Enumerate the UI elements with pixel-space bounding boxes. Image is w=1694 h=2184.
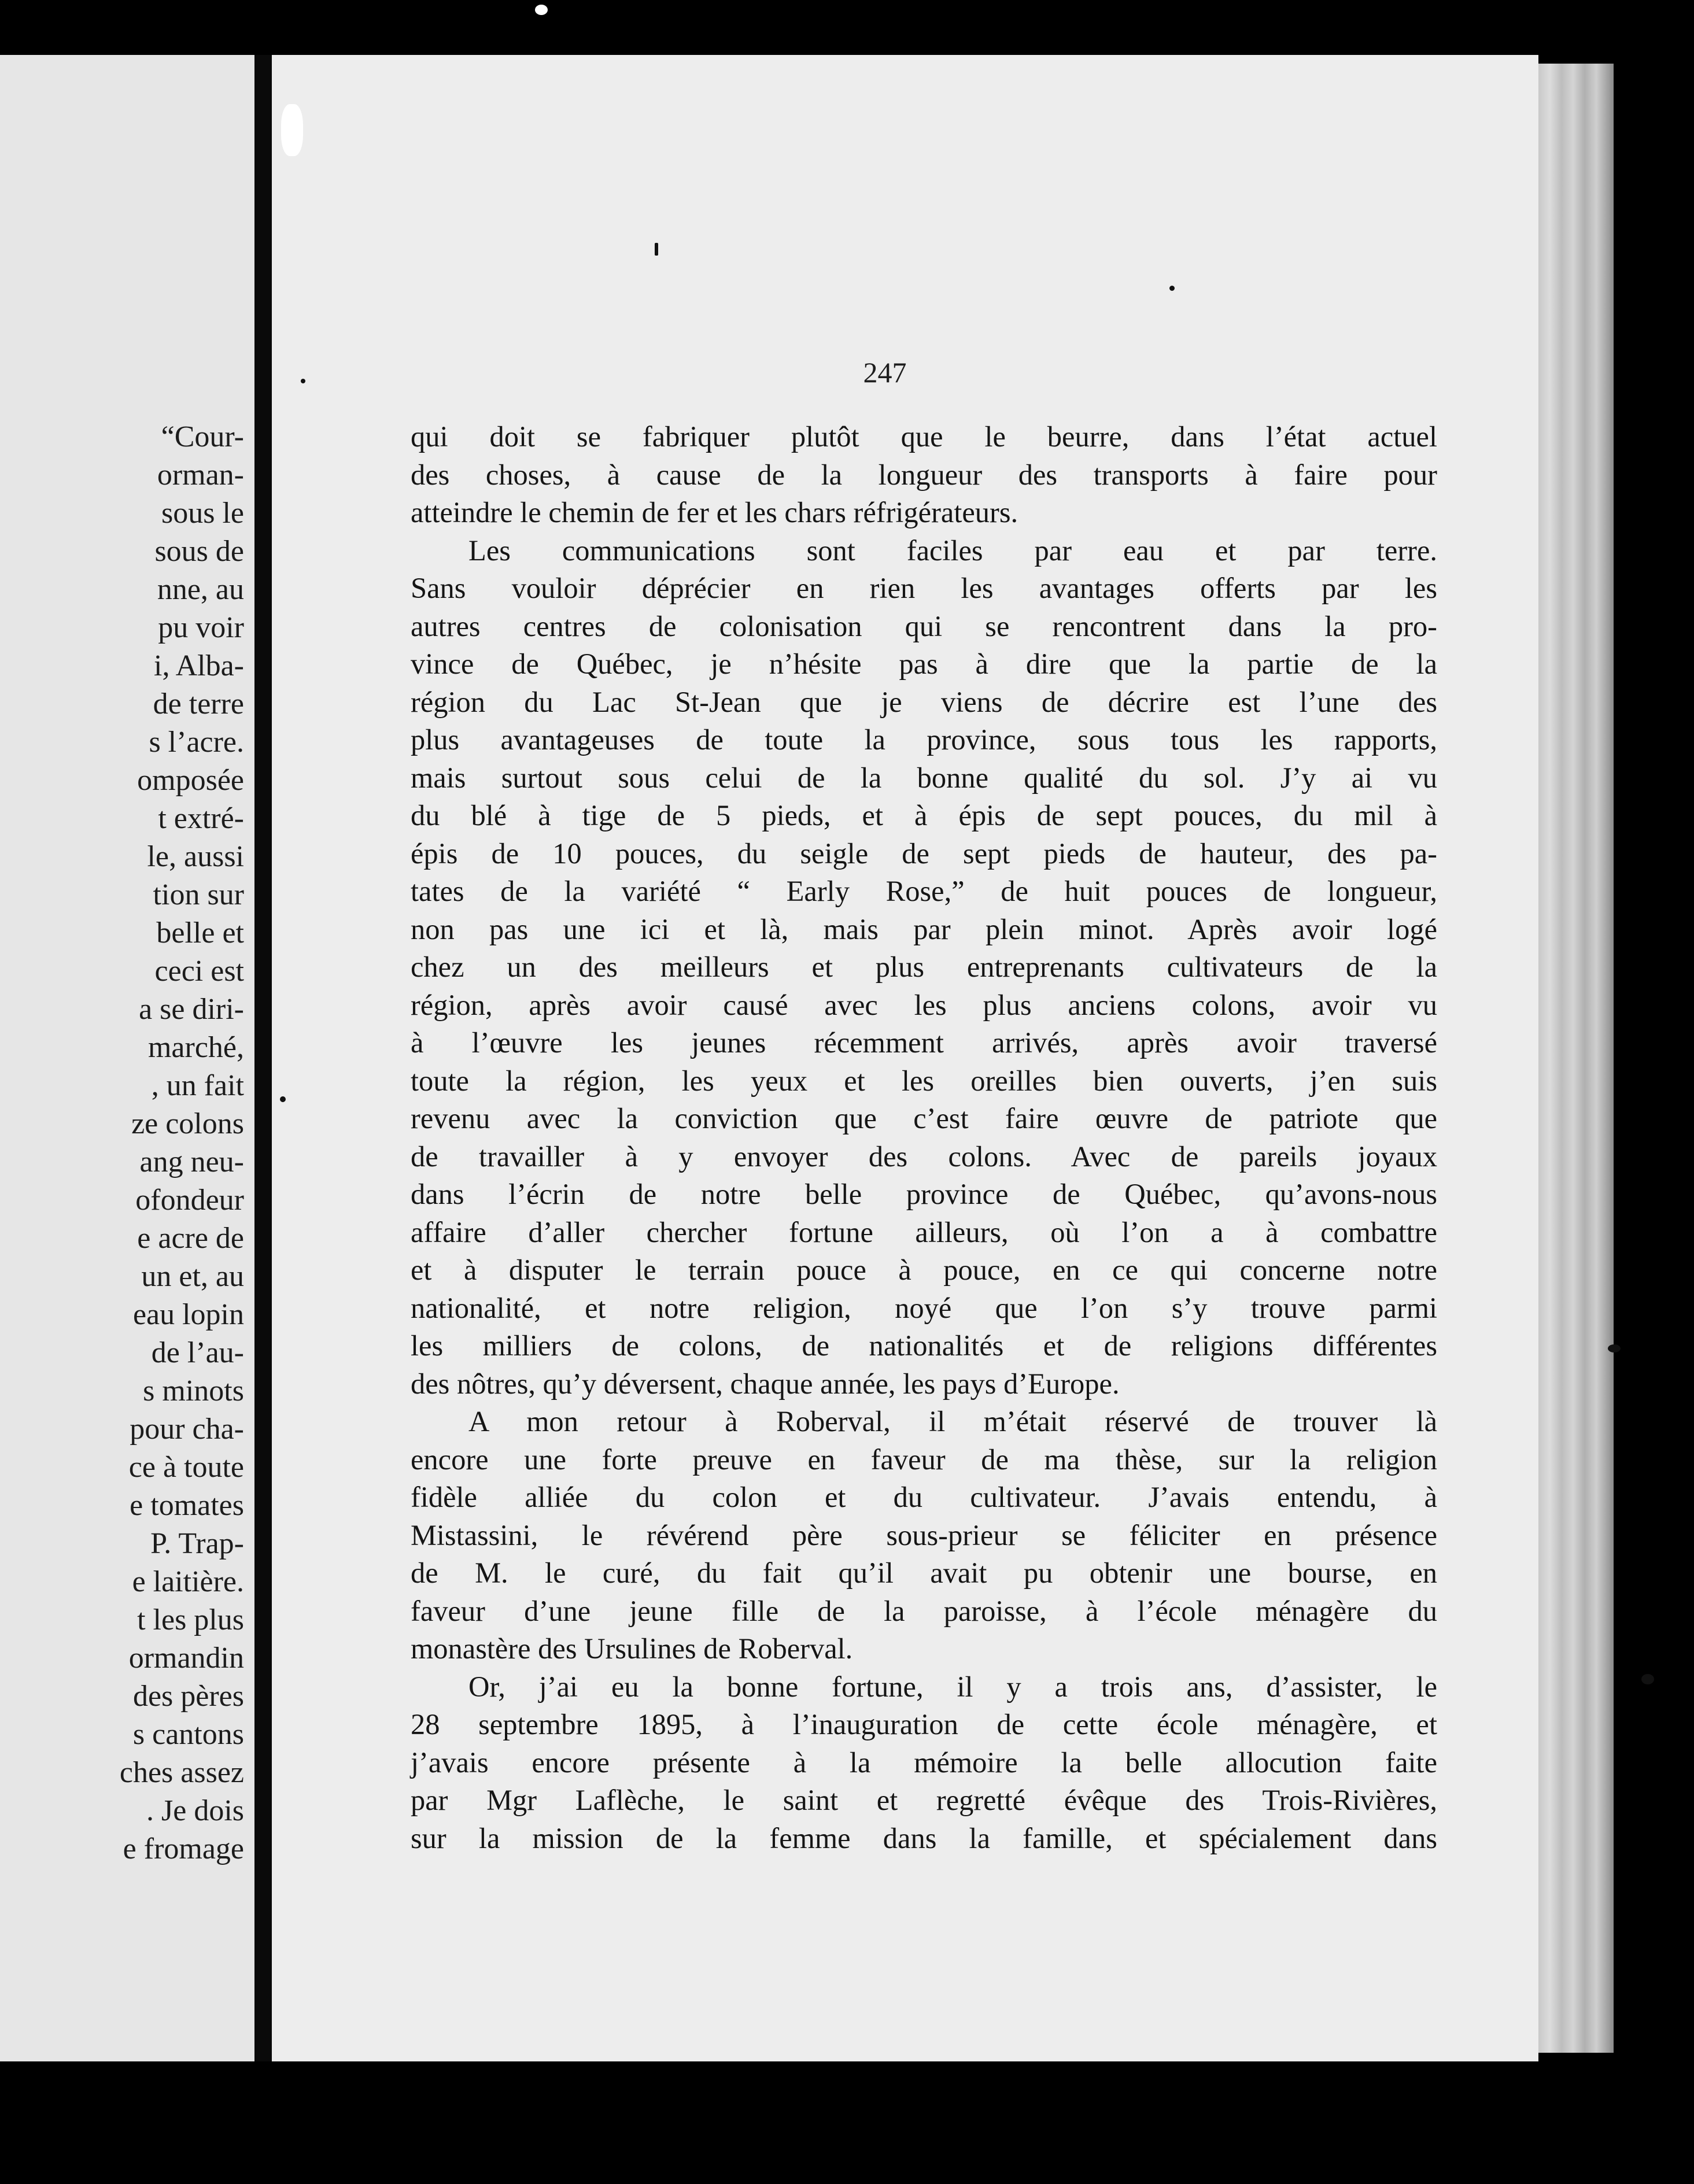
scan-speck	[1641, 1674, 1654, 1684]
facing-page-line: s l’acre.	[149, 726, 244, 759]
text-line: vince de Québec, je n’hésite pas à dire que la partie de la	[411, 648, 1437, 680]
facing-page-line: ce à toute	[128, 1451, 244, 1484]
facing-page-line: le, aussi	[147, 840, 244, 873]
text-line: Sans vouloir déprécier en rien les avantages offerts par les	[411, 572, 1437, 604]
page-edges	[1538, 64, 1614, 2053]
text-line: fidèle alliée du colon et du cultivateur. J’avais entendu, à	[411, 1481, 1437, 1513]
facing-page-line: ofondeur	[135, 1184, 244, 1217]
text-line: et à disputer le terrain pouce à pouce, en ce qui concerne notre	[411, 1254, 1437, 1286]
text-line: monastère des Ursulines de Roberval.	[411, 1632, 853, 1665]
book-gutter	[254, 55, 272, 2061]
text-line: Les communications sont faciles par eau et par terre.	[468, 534, 1437, 567]
text-line: A mon retour à Roberval, il m’était réservé de trouver là	[468, 1405, 1437, 1437]
scan-speck	[301, 379, 305, 383]
facing-page-line: de l’au-	[151, 1336, 244, 1369]
text-line: des nôtres, qu’y déversent, chaque année, les pays d’Europe.	[411, 1367, 1120, 1400]
facing-page-line: , un fait	[151, 1069, 244, 1102]
facing-page-line: des pères	[132, 1680, 244, 1713]
text-line: sur la mission de la femme dans la famille, et spécialement dans	[411, 1821, 1437, 1854]
text-line: dans l’écrin de notre belle province de Québec, qu’avons-nous	[411, 1178, 1437, 1210]
facing-page-line: pour cha-	[130, 1413, 244, 1446]
text-line: autres centres de colonisation qui se rencontrent dans la pro-	[411, 609, 1437, 642]
facing-page-line: eau lopin	[132, 1298, 244, 1331]
facing-page-line: nne, au	[157, 573, 244, 606]
facing-page-line: i, Alba-	[154, 649, 244, 682]
text-line: des choses, à cause de la longueur des transports à faire pour	[411, 458, 1437, 491]
facing-page-line: e acre de	[137, 1222, 244, 1255]
text-line: faveur d’une jeune fille de la paroisse, à l’école ménagère du	[411, 1594, 1437, 1627]
text-line: à l’œuvre les jeunes récemment arrivés, après avoir traversé	[411, 1026, 1437, 1059]
facing-page-line: un et, au	[141, 1260, 244, 1293]
text-line: 28 septembre 1895, à l’inauguration de cette école ménagère, et	[411, 1708, 1437, 1740]
text-line: tates de la variété “ Early Rose,” de huit pouces de longueur,	[411, 875, 1437, 907]
facing-page-line: de terre	[153, 688, 244, 720]
facing-page-line: t les plus	[137, 1603, 244, 1636]
text-line: nationalité, et notre religion, noyé que l’on s’y trouve parmi	[411, 1291, 1437, 1324]
scan-speck	[1608, 1344, 1621, 1352]
facing-page-line: . Je dois	[146, 1794, 244, 1827]
text-line: par Mgr Laflèche, le saint et regretté évêque des Trois-Rivières,	[411, 1784, 1437, 1816]
scan-speck	[535, 5, 548, 15]
text-line: j’avais encore présente à la mémoire la belle allocution faite	[411, 1746, 1437, 1779]
facing-page-line: t extré-	[158, 802, 244, 835]
facing-page-line: ze colons	[131, 1107, 244, 1140]
scan-speck	[281, 104, 303, 156]
facing-page-line: s minots	[143, 1374, 244, 1407]
text-line: atteindre le chemin de fer et les chars réfrigérateurs.	[411, 496, 1018, 529]
text-line: revenu avec la conviction que c’est faire œuvre de patriote que	[411, 1102, 1437, 1135]
text-line: chez un des meilleurs et plus entreprenants cultivateurs de la	[411, 951, 1437, 983]
text-line: épis de 10 pouces, du seigle de sept pieds de hauteur, des pa-	[411, 837, 1437, 870]
facing-page-line: ang neu-	[139, 1145, 244, 1178]
text-line: non pas une ici et là, mais par plein minot. Après avoir logé	[411, 912, 1437, 945]
body-text	[411, 418, 1437, 1857]
text-line: encore une forte preuve en faveur de ma thèse, sur la religion	[411, 1443, 1437, 1476]
facing-page-text	[13, 418, 244, 1868]
scan-speck	[280, 1096, 286, 1102]
facing-page-line: e laitière.	[132, 1565, 244, 1598]
facing-page-line: marché,	[147, 1031, 244, 1064]
facing-page-line: ormandin	[128, 1642, 244, 1675]
facing-page-line: orman-	[157, 459, 244, 492]
text-line: de travailler à y envoyer des colons. Avec de pareils joyaux	[411, 1140, 1437, 1173]
facing-page-line: P. Trap-	[150, 1527, 244, 1560]
text-line: région du Lac St-Jean que je viens de décrire est l’une des	[411, 685, 1437, 718]
facing-page-line: tion sur	[153, 878, 244, 911]
facing-page-line: pu voir	[158, 611, 244, 644]
book-page	[272, 55, 1538, 2061]
text-line: plus avantageuses de toute la province, sous tous les rapports,	[411, 723, 1437, 756]
facing-page-line: e tomates	[130, 1489, 244, 1522]
facing-page-line: “Cour-	[161, 420, 244, 453]
facing-page-line: belle et	[156, 917, 244, 949]
page-number: 247	[863, 356, 907, 389]
facing-page-line: s cantons	[132, 1718, 244, 1751]
text-line: Or, j’ai eu la bonne fortune, il y a trois ans, d’assister, le	[468, 1670, 1437, 1703]
facing-page-line: e fromage	[123, 1832, 244, 1865]
text-line: du blé à tige de 5 pieds, et à épis de sept pouces, du mil à	[411, 799, 1437, 832]
scan-speck	[655, 243, 658, 256]
text-line: affaire d’aller chercher fortune ailleurs, où l’on a à combattre	[411, 1215, 1437, 1248]
facing-page-line: sous de	[154, 535, 244, 568]
text-line: les milliers de colons, de nationalités et de religions différentes	[411, 1329, 1437, 1362]
facing-page-left	[0, 55, 254, 2061]
facing-page-line: ceci est	[154, 955, 244, 988]
text-line: qui doit se fabriquer plutôt que le beurre, dans l’état actuel	[411, 420, 1437, 453]
facing-page-line: a se diri-	[139, 993, 244, 1026]
text-line: de M. le curé, du fait qu’il avait pu obtenir une bourse, en	[411, 1557, 1437, 1589]
text-line: Mistassini, le révérend père sous-prieur se féliciter en présence	[411, 1518, 1437, 1551]
facing-page-line: ches assez	[119, 1756, 244, 1789]
facing-page-line: omposée	[137, 764, 244, 797]
text-line: mais surtout sous celui de la bonne qualité du sol. J’y ai vu	[411, 761, 1437, 794]
text-line: toute la région, les yeux et les oreilles bien ouverts, j’en suis	[411, 1064, 1437, 1097]
facing-page-line: sous le	[161, 497, 244, 530]
scan-speck	[1169, 286, 1175, 291]
text-line: région, après avoir causé avec les plus anciens colons, avoir vu	[411, 988, 1437, 1021]
